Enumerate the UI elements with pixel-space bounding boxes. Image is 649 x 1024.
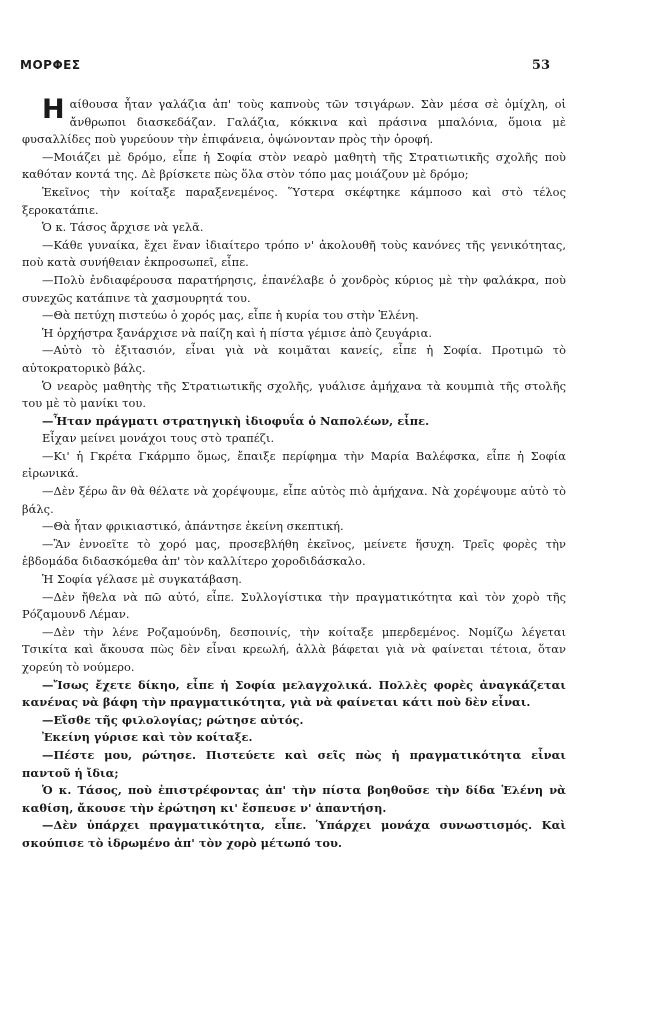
- page-header: [20, 58, 550, 76]
- paragraph: —Δὲν ξέρω ἂν θὰ θέλατε νὰ χορέψουμε, εἶπε αὐτὸς πιὸ ἀμήχανα. Νὰ χορέψουμε αὐτὸ τὸ βάλς.: [22, 484, 566, 516]
- paragraph: —Κι' ἡ Γκρέτα Γκάρμπο ὅμως, ἔπαιξε περίφημα τὴν Μαρία Βαλέφσκα, εἶπε ἡ Σοφία εἰρωνικά.: [22, 448, 566, 481]
- paragraph: —Θὰ πετύχη πιστεύω ὁ χορός μας, εἶπε ἡ κυρία του στὴν Ἑλένη.: [42, 308, 419, 323]
- paragraph: Ἐκείνη γύρισε καὶ τὸν κοίταξε.: [42, 730, 253, 745]
- paragraph: —Ἴσως ἔχετε δίκηο, εἶπε ἡ Σοφία μελαγχολικά. Πολλὲς φορὲς ἀναγκάζεται κανένας νὰ βάφη τὴν πραγματικότητα, γιὰ νὰ φαίνεται κάτι ποὺ δὲν εἶναι.: [22, 677, 566, 710]
- paragraph: [22, 96, 566, 149]
- page-number: 53: [531, 58, 550, 73]
- paragraph: —Δὲν τὴν λένε Ροζαμούνδη, δεσποινίς, τὴν κοίταξε μπερδεμένος. Νομίζω λέγεται Τσικίτα καὶ ἄκουσα πὼς δὲν εἶναι κρεωλή, ἀλλὰ βάφεται γιὰ νὰ φαίνεται τέτοια, ὅταν χορεύη τὸ νούμερο.: [22, 624, 566, 674]
- paragraph: Ὁ κ. Τάσος ἄρχισε νὰ γελᾶ.: [42, 220, 204, 235]
- paragraph: —Πολὺ ἐνδιαφέρουσα παρατήρησις, ἐπανέλαβε ὁ χονδρὸς κύριος μὲ τὴν φαλάκρα, ποὺ συνεχῶς κατάπινε τὰ χασμουρητά του.: [22, 272, 566, 305]
- paragraph: —Ἦταν πράγματι στρατηγικὴ ἰδιοφυΐα ὁ Ναπολέων, εἶπε.: [42, 413, 430, 428]
- drop-cap: Η: [42, 94, 65, 125]
- paragraph: Εἶχαν μείνει μονάχοι τους στὸ τραπέζι.: [42, 431, 275, 446]
- paragraph: Ὁ νεαρὸς μαθητὴς τῆς Στρατιωτικῆς σχολῆς, γυάλισε ἀμήχανα τὰ κουμπιὰ τῆς στολῆς του μὲ τὸ μανίκι του.: [22, 378, 566, 411]
- paragraph: —Δὲν ὑπάρχει πραγματικότητα, εἶπε. Ὑπάρχει μονάχα συνωστισμός. Καὶ σκούπισε τὸ ἱδρωμένο ἀπ' τὸν χορὸ μέτωπό του.: [22, 818, 566, 850]
- paragraph-text: αίθουσα ἦταν γαλάζια ἀπ' τοὺς καπνοὺς τῶν τσιγάρων. Σὰν μέσα σὲ ὁμίχλη, οἱ ἄνθρωποι διασκεδάζαν. Γαλάζια, κόκκινα καὶ πράσινα μπαλόνια, ὅμοια μὲ φυσαλλίδες ποὺ γυρεύουν τὴν ἐπιφάνεια, ὀψώνονταν πρὸς τὴν ὀροφή.: [22, 97, 566, 147]
- paragraph: —Ἂν ἐννοεῖτε τὸ χορό μας, προσεβλήθη ἐκεῖνος, μείνετε ἥσυχη. Τρεῖς φορὲς τὴν ἑβδομάδα διδασκόμεθα ἀπ' τὸν καλλίτερο χοροδιδάσκαλο.: [22, 536, 566, 569]
- running-title: ΜΟΡΦΕΣ: [20, 58, 81, 72]
- paragraph: Ἡ Σοφία γέλασε μὲ συγκατάβαση.: [42, 572, 242, 587]
- body-text: [22, 96, 566, 853]
- paragraph: —Εἴσθε τῆς φιλολογίας; ρώτησε αὐτός.: [42, 712, 304, 727]
- paragraph: —Αὐτὸ τὸ ἐξιτασιόν, εἶναι γιὰ νὰ κοιμᾶται κανείς, εἶπε ἡ Σοφία. Προτιμῶ τὸ αὐτοκρατορικὸ βάλς.: [22, 343, 566, 375]
- paragraph: —Δὲν ἤθελα νὰ πῶ αὐτό, εἶπε. Συλλογίστικα τὴν πραγματικότητα καὶ τὸν χορὸ τῆς Ρόζαμουνδ Λέμαν.: [22, 589, 566, 622]
- paragraph: —Μοιάζει μὲ δρόμο, εἶπε ἡ Σοφία στὸν νεαρὸ μαθητὴ τῆς Στρατιωτικῆς σχολῆς ποὺ καθόταν κοντά της. Δὲ βρίσκετε πὼς ὅλα στὸν τόπο μας μοιάζουν μὲ δρόμο;: [22, 149, 566, 182]
- paragraph: —Κάθε γυναίκα, ἔχει ἕναν ἰδιαίτερο τρόπο ν' ἀκολουθῆ τοὺς κανόνες τῆς γενικότητας, ποὺ κατὰ συνήθειαν ἐκπροσωπεῖ, εἶπε.: [22, 237, 566, 270]
- paragraph: Ὁ κ. Τάσος, ποὺ ἐπιστρέφοντας ἀπ' τὴν πίστα βοηθοῦσε τὴν δίδα Ἑλένη νὰ καθίση, ἄκουσε τὴν ἐρώτηση κι' ἔσπευσε ν' ἀπαντήση.: [22, 783, 566, 815]
- paragraph: Ἐκεῖνος τὴν κοίταξε παραξενεμένος. Ὕστερα σκέφτηκε κάμποσο καὶ στὸ τέλος ξεροκατάπιε.: [22, 184, 566, 217]
- paragraph: —Θὰ ἦταν φρικιαστικό, ἀπάντησε ἐκείνη σκεπτική.: [42, 519, 344, 534]
- paragraph: —Πέστε μου, ρώτησε. Πιστεύετε καὶ σεῖς πὼς ἡ πραγματικότητα εἶναι παντοῦ ἡ ἴδια;: [22, 747, 566, 780]
- paragraph: Ἡ ὀρχήστρα ξανάρχισε νὰ παίζη καὶ ἡ πίστα γέμισε ἀπὸ ζευγάρια.: [42, 325, 433, 340]
